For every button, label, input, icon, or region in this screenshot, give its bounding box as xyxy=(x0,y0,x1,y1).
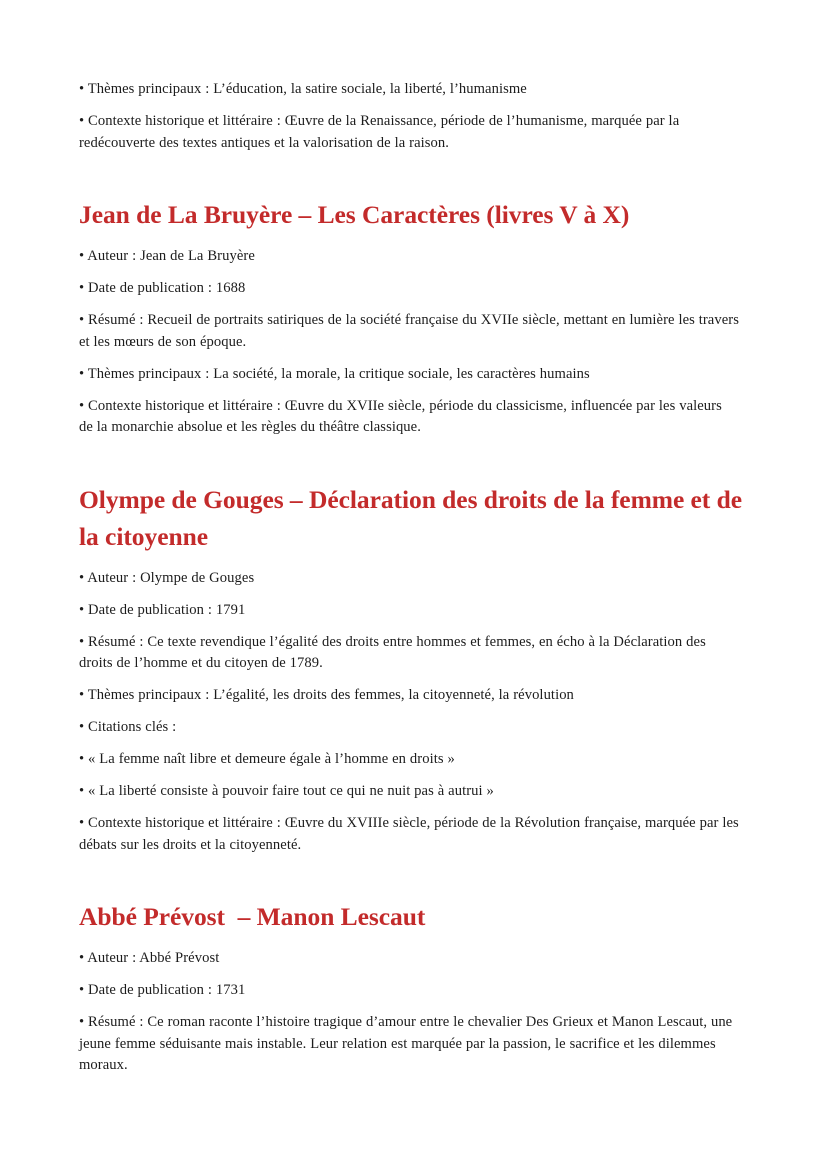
list-item: • Contexte historique et littéraire : Œuvre du XVIIIe siècle, période de la Révolution française, marquée par les débats sur les droits et la citoyenneté. xyxy=(79,815,739,853)
section-abbe-prevost xyxy=(79,856,749,1077)
section-spacer xyxy=(79,154,749,196)
list-item: • Thèmes principaux : L’égalité, les droits des femmes, la citoyenneté, la révolution xyxy=(79,687,574,703)
list-item: • Date de publication : 1731 xyxy=(79,982,246,998)
section-heading: Jean de La Bruyère – Les Caractères (livres V à X) xyxy=(79,200,630,229)
list-item: • Résumé : Ce texte revendique l’égalité des droits entre hommes et femmes, en écho à la Déclaration des droits de l’homme et du citoyen de 1789. xyxy=(79,633,706,671)
list-item: • Résumé : Ce roman raconte l’histoire tragique d’amour entre le chevalier Des Grieux et Manon Lescaut, une jeune femme séduisante mais instable. Leur relation est marquée par la passion, le sacrifice et les dilemmes moraux. xyxy=(79,1014,733,1073)
list-item: • Auteur : Olympe de Gouges xyxy=(79,569,255,586)
list-item: • Citations clés : xyxy=(79,719,177,735)
section-spacer xyxy=(79,856,749,898)
list-item-quote: • « La liberté consiste à pouvoir faire tout ce qui ne nuit pas à autrui » xyxy=(79,783,494,799)
section-jean-de-la-bruyere xyxy=(79,154,749,439)
list-item: • Date de publication : 1791 xyxy=(79,601,246,618)
intro-continuation-block xyxy=(79,79,749,154)
list-item: • Thèmes principaux : L’éducation, la satire sociale, la liberté, l’humanisme xyxy=(79,81,527,97)
section-heading: Abbé Prévost – Manon Lescaut xyxy=(79,902,426,931)
list-item: • Auteur : Abbé Prévost xyxy=(79,950,220,966)
list-item: • Date de publication : 1688 xyxy=(79,280,246,296)
section-olympe-de-gouges xyxy=(79,439,749,857)
list-item-quote: • « La femme naît libre et demeure égale à l’homme en droits » xyxy=(79,751,455,767)
list-item: • Thèmes principaux : La société, la morale, la critique sociale, les caractères humains xyxy=(79,365,590,382)
document-content xyxy=(79,79,749,1077)
list-item: • Contexte historique et littéraire : Œuvre de la Renaissance, période de l’humanisme, marquée par la redécouverte des textes antiques et la valorisation de la raison. xyxy=(79,113,680,151)
section-spacer xyxy=(79,439,749,481)
section-heading: Olympe de Gouges – Déclaration des droits de la femme et de la citoyenne xyxy=(79,484,749,551)
list-item: • Contexte historique et littéraire : Œuvre du XVIIe siècle, période du classicisme, influencée par les valeurs de la monarchie absolue et les règles du théâtre classique. xyxy=(79,397,722,435)
list-item: • Résumé : Recueil de portraits satiriques de la société française du XVIIe siècle, mettant en lumière les travers et les mœurs de son époque. xyxy=(79,312,739,350)
list-item: • Auteur : Jean de La Bruyère xyxy=(79,248,255,264)
